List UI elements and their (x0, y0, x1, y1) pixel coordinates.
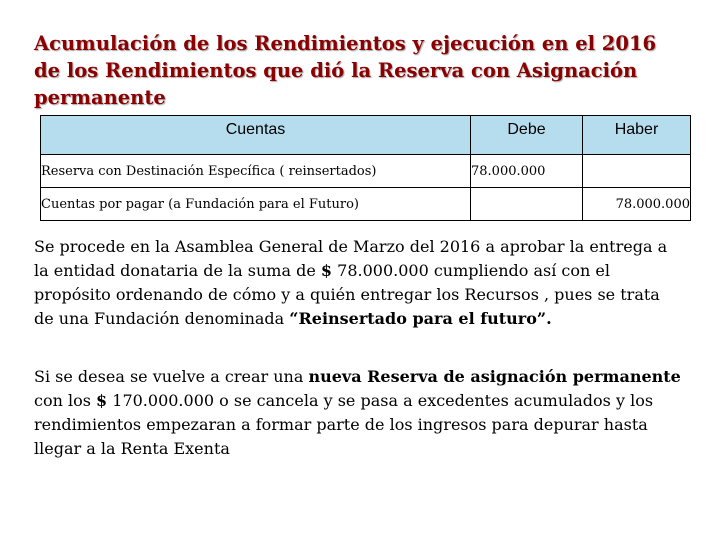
slide-title (34, 30, 694, 111)
paragraph-text: con los (34, 391, 97, 410)
account-name-cell: Reserva con Destinación Específica ( reinsertados) (41, 155, 471, 188)
paragraph-text: 78.000.000 cumpliendo así con el propósito ordenando de cómo y a quién entregar los Recursos , pues se trata de una Fundación denominada (34, 261, 660, 328)
debe-amount-cell: 78.000.000 (471, 155, 583, 188)
table-header-row (41, 116, 691, 155)
account-name-cell: Cuentas por pagar (a Fundación para el Futuro) (41, 188, 471, 221)
header-debe: Debe (471, 116, 583, 155)
foundation-name: “Reinsertado para el futuro”. (289, 309, 552, 328)
haber-amount-cell (583, 155, 691, 188)
accounting-entry-table (40, 115, 691, 221)
currency-symbol: $ (320, 261, 333, 280)
haber-amount-cell: 78.000.000 (583, 188, 691, 221)
paragraph-text: 170.000.000 o se cancela y se pasa a excedentes acumulados y los rendimientos empezaran a formar parte de los ingresos para depurar hasta llegar a la Renta Exenta (34, 391, 654, 458)
paragraph-approval (34, 235, 684, 331)
table-row (41, 155, 691, 188)
reserve-name: nueva Reserva de asignación permanente (308, 367, 681, 386)
title-line-3: permanente (34, 86, 166, 109)
paragraph-new-reserve (34, 365, 684, 461)
currency-symbol: $ (96, 391, 108, 410)
paragraph-text: Se procede en la Asamblea General de Marzo del 2016 a aprobar la entrega a la entidad donataria de la suma de (34, 237, 668, 280)
paragraph-text: Si se desea se vuelve a crear una (34, 367, 309, 386)
title-line-2: de los Rendimientos que dió la Reserva con Asignación (34, 59, 638, 82)
debe-amount-cell (471, 188, 583, 221)
title-line-1: Acumulación de los Rendimientos y ejecución en el 2016 (34, 32, 657, 55)
header-haber: Haber (583, 116, 691, 155)
header-cuentas: Cuentas (41, 116, 471, 155)
table-row (41, 188, 691, 221)
